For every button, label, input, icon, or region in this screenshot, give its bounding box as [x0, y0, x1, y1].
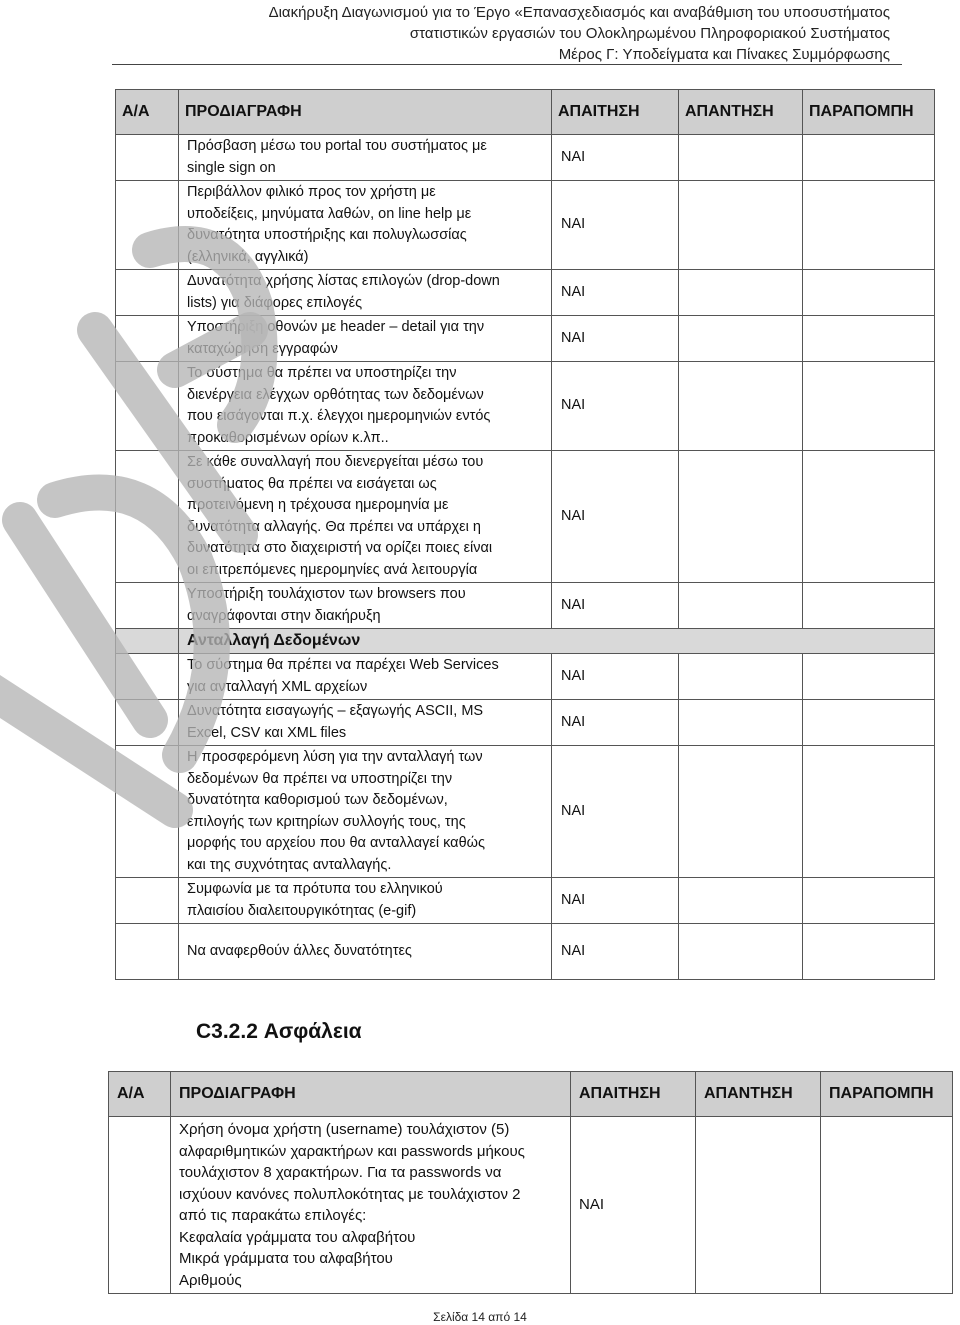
table-header-row: [109, 1072, 953, 1117]
row-aa-cell: [116, 181, 179, 270]
table-row: [116, 583, 935, 629]
row-aa-cell: [116, 316, 179, 362]
row-reference-cell: [803, 700, 935, 746]
table-header-row: [116, 90, 935, 135]
spec-line: συστήματος θα πρέπει να εισάγεται ως: [187, 475, 437, 492]
table-row: [116, 746, 935, 878]
row-requirement-cell: ΝΑΙ: [552, 654, 679, 700]
row-answer-cell: [679, 878, 803, 924]
row-answer-cell: [679, 270, 803, 316]
spec-line: Το σύστημα θα πρέπει να παρέχει Web Services: [187, 657, 499, 673]
row-requirement-cell: ΝΑΙ: [552, 746, 679, 878]
row-reference-cell: [803, 362, 935, 451]
row-reference-cell: [803, 451, 935, 583]
row-reference-cell: [803, 654, 935, 700]
col-spec: ΠΡΟΔΙΑΓΡΑΦΗ: [179, 90, 552, 135]
row-requirement-cell: ΝΑΙ: [552, 451, 679, 583]
table-row: [116, 181, 935, 270]
row-requirement-cell: ΝΑΙ: [571, 1117, 696, 1294]
spec-line: δυνατότητα υποστήριξης και πολυγλωσσίας: [187, 227, 467, 243]
row-spec-cell: [179, 746, 552, 878]
row-answer-cell: [679, 583, 803, 629]
row-spec-cell: [179, 181, 552, 270]
table-row: [116, 700, 935, 746]
spec-line: δυνατότητα στο διαχειριστή να ορίζει ποιες είναι: [187, 540, 493, 556]
row-spec-cell: [179, 316, 552, 362]
spec-line: lists) για διάφορες επιλογές: [187, 294, 363, 311]
spec-line: διενέργεια ελέγχων ορθότητας των δεδομένων: [187, 386, 484, 403]
compliance-table-1: [115, 89, 935, 980]
row-aa-cell: [109, 1117, 171, 1294]
row-answer-cell: [696, 1117, 821, 1294]
spec-line: δυνατότητα αλλαγής. Θα πρέπει να υπάρχει η: [187, 518, 481, 535]
row-aa-cell: [116, 451, 179, 583]
spec-line: τουλάχιστον 8 χαρακτήρων. Για τα passwords να: [179, 1164, 502, 1181]
spec-line: οι επιτρεπόμενες ημερομηνίες ανά λειτουργία: [187, 561, 478, 578]
col-reference: ΠΑΡΑΠΟΜΠΗ: [821, 1072, 953, 1117]
spec-line: (ελληνικά, αγγλικά): [187, 248, 309, 265]
col-requirement: ΑΠΑΙΤΗΣΗ: [552, 90, 679, 135]
spec-line: προκαθορισμένων ορίων κ.λπ..: [187, 429, 389, 446]
table-row: [116, 654, 935, 700]
row-spec-cell: [179, 270, 552, 316]
col-requirement: ΑΠΑΙΤΗΣΗ: [571, 1072, 696, 1117]
row-requirement-cell: ΝΑΙ: [552, 924, 679, 980]
spec-line: ισχύουν κανόνες πολυπλοκότητας με τουλάχιστον 2: [179, 1185, 521, 1203]
spec-line: για ανταλλαγή XML αρχείων: [187, 678, 368, 695]
row-requirement-cell: ΝΑΙ: [552, 181, 679, 270]
page-number: Σελίδα 14 από 14: [433, 1310, 527, 1324]
col-spec: ΠΡΟΔΙΑΓΡΑΦΗ: [171, 1072, 571, 1117]
row-reference-cell: [803, 135, 935, 181]
row-requirement-cell: ΝΑΙ: [552, 583, 679, 629]
spec-line: Πρόσβαση μέσω του portal του συστήματος με: [187, 138, 487, 154]
header-line-1: Διακήρυξη Διαγωνισμού για το Έργο «Επανασχεδιασμός και αναβάθμιση του υποσυστήματος: [268, 4, 890, 21]
spec-line: Χρήση όνομα χρήστη (username) τουλάχιστον (5): [179, 1121, 510, 1138]
row-reference-cell: [803, 924, 935, 980]
table-row: [116, 316, 935, 362]
spec-line: Σε κάθε συναλλαγή που διενεργείται μέσω του: [187, 454, 484, 470]
spec-line: Υποστήριξη τουλάχιστον των browsers που: [187, 586, 466, 602]
table-row: [116, 270, 935, 316]
spec-line: Το σύστημα θα πρέπει να υποστηρίζει την: [187, 365, 457, 381]
row-reference-cell: [803, 316, 935, 362]
spec-line: και της συχνότητας ανταλλαγής.: [187, 856, 392, 873]
row-requirement-cell: ΝΑΙ: [552, 316, 679, 362]
row-requirement-cell: ΝΑΙ: [552, 700, 679, 746]
row-requirement-cell: ΝΑΙ: [552, 135, 679, 181]
spec-line: που εισάγονται π.χ. έλεγχοι ημερομηνιών εντός: [187, 408, 491, 424]
spec-line: Δυνατότητα εισαγωγής – εξαγωγής ASCII, MS: [187, 703, 484, 719]
row-requirement-cell: ΝΑΙ: [552, 270, 679, 316]
row-spec-cell: [179, 924, 552, 980]
section-row-aa: [116, 629, 179, 654]
row-reference-cell: [803, 746, 935, 878]
col-aa: Α/Α: [109, 1072, 171, 1117]
row-aa-cell: [116, 924, 179, 980]
row-aa-cell: [116, 878, 179, 924]
spec-line: μορφής του αρχείου που θα ανταλλαγεί καθώς: [187, 835, 485, 851]
col-answer: ΑΠΑΝΤΗΣΗ: [679, 90, 803, 135]
header-rule: [112, 64, 902, 65]
col-aa: Α/Α: [116, 90, 179, 135]
row-answer-cell: [679, 451, 803, 583]
section-row: [116, 629, 935, 654]
row-spec-cell: [179, 362, 552, 451]
spec-line: υποδείξεις, μηνύματα λαθών, on line help με: [187, 205, 472, 222]
row-reference-cell: [803, 878, 935, 924]
table-row: [116, 362, 935, 451]
row-reference-cell: [803, 583, 935, 629]
row-aa-cell: [116, 654, 179, 700]
spec-line: προτεινόμενη η τρέχουσα ημερομηνία με: [187, 497, 449, 513]
row-answer-cell: [679, 362, 803, 451]
row-aa-cell: [116, 362, 179, 451]
section-row-label: Ανταλλαγή Δεδομένων: [179, 629, 935, 654]
spec-line: καταχώρηση εγγραφών: [187, 340, 338, 357]
row-answer-cell: [679, 181, 803, 270]
row-aa-cell: [116, 583, 179, 629]
row-spec-cell: [179, 583, 552, 629]
table-row: [116, 924, 935, 980]
row-answer-cell: [679, 924, 803, 980]
table-row: [116, 135, 935, 181]
spec-line: πλαισίου διαλειτουργικότητας (e-gif): [187, 902, 417, 919]
col-answer: ΑΠΑΝΤΗΣΗ: [696, 1072, 821, 1117]
spec-line: single sign on: [187, 159, 276, 176]
table-row: [116, 451, 935, 583]
row-spec-cell: [171, 1117, 571, 1294]
row-aa-cell: [116, 135, 179, 181]
section-title: C3.2.2 Ασφάλεια: [196, 1020, 362, 1043]
row-aa-cell: [116, 270, 179, 316]
row-answer-cell: [679, 316, 803, 362]
row-spec-cell: [179, 135, 552, 181]
row-spec-cell: [179, 654, 552, 700]
table-row: [116, 878, 935, 924]
spec-line: δεδομένων θα πρέπει να υποστηρίζει την: [187, 770, 453, 787]
table-row: [109, 1117, 953, 1294]
row-spec-cell: [179, 878, 552, 924]
row-spec-cell: [179, 700, 552, 746]
row-aa-cell: [116, 700, 179, 746]
row-aa-cell: [116, 746, 179, 878]
spec-line: αναγράφονται στην διακήρυξη: [187, 607, 381, 624]
document-header: [269, 2, 890, 65]
spec-line: Υποστήριξη οθονών με header – detail για την: [187, 319, 485, 335]
row-answer-cell: [679, 746, 803, 878]
compliance-table-2: [108, 1071, 953, 1294]
header-line-3: Μέρος Γ: Υποδείγματα και Πίνακες Συμμόρφωσης: [558, 46, 890, 63]
row-reference-cell: [803, 270, 935, 316]
row-spec-cell: [179, 451, 552, 583]
spec-line: Αριθμούς: [179, 1271, 242, 1289]
spec-line: Δυνατότητα χρήσης λίστας επιλογών (drop-down: [187, 273, 500, 289]
spec-line: Συμφωνία με τα πρότυπα του ελληνικού: [187, 881, 443, 897]
spec-line: Excel, CSV και XML files: [187, 724, 347, 741]
spec-line: Η προσφερόμενη λύση για την ανταλλαγή των: [187, 749, 483, 765]
row-requirement-cell: ΝΑΙ: [552, 362, 679, 451]
col-reference: ΠΑΡΑΠΟΜΠΗ: [803, 90, 935, 135]
row-reference-cell: [803, 181, 935, 270]
spec-line: αλφαριθμητικών χαρακτήρων και passwords μήκους: [179, 1142, 525, 1160]
row-answer-cell: [679, 700, 803, 746]
row-reference-cell: [821, 1117, 953, 1294]
spec-line: Μικρά γράμματα του αλφαβήτου: [179, 1250, 393, 1267]
row-answer-cell: [679, 135, 803, 181]
spec-line: Περιβάλλον φιλικό προς τον χρήστη με: [187, 184, 436, 200]
spec-line: επιλογής των κριτηρίων συλλογής τους, της: [187, 813, 466, 830]
row-answer-cell: [679, 654, 803, 700]
row-requirement-cell: ΝΑΙ: [552, 878, 679, 924]
spec-line: Κεφαλαία γράμματα του αλφαβήτου: [179, 1228, 416, 1246]
header-line-2: στατιστικών εργασιών του Ολοκληρωμένου Πληροφοριακού Συστήματος: [409, 25, 890, 42]
spec-line: από τις παρακάτω επιλογές:: [179, 1207, 367, 1224]
spec-line: Να αναφερθούν άλλες δυνατότητες: [187, 942, 412, 959]
spec-line: δυνατότητα καθορισμού των δεδομένων,: [187, 792, 448, 808]
